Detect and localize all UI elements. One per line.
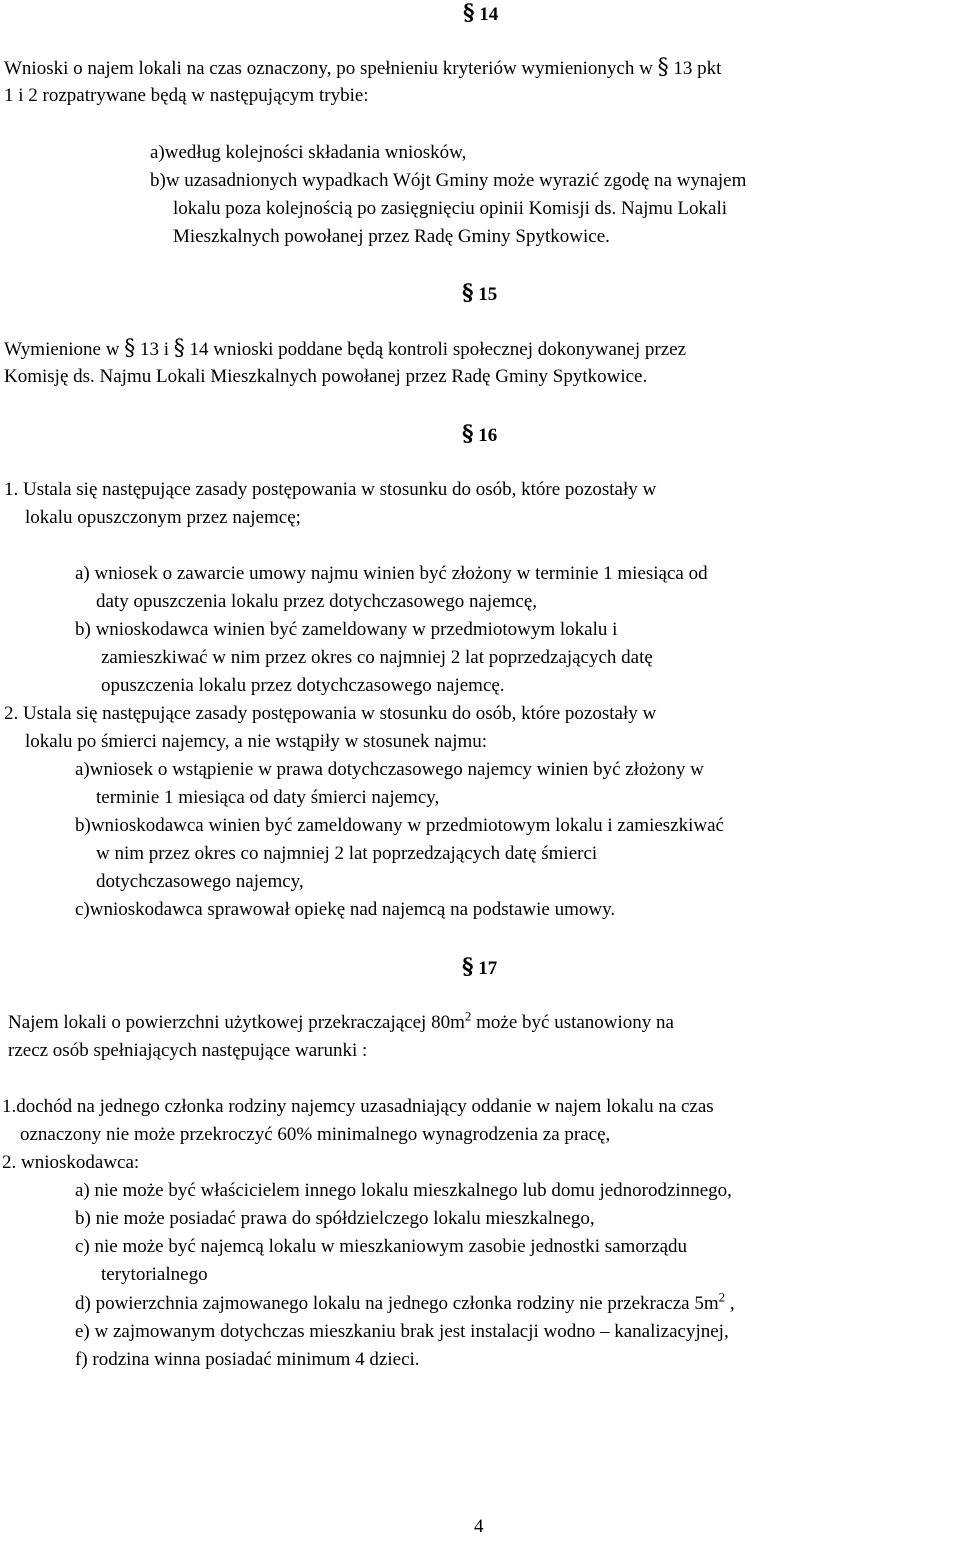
section-16-line: lokalu po śmierci najemcy, a nie wstąpiły w stosunek najmu:: [25, 731, 488, 752]
list-item: lokalu poza kolejnością po zasięgnięciu opinii Komisji ds. Najmu Lokali: [173, 198, 728, 219]
section-14-heading: § 14: [463, 0, 499, 26]
list-item: b)w uzasadnionych wypadkach Wójt Gminy może wyrazić zgodę na wynajem: [150, 170, 747, 191]
section-15-line-1: Wymienione w § 13 i § 14 wnioski poddane będą kontroli społecznej dokonywanej przez: [4, 336, 686, 361]
intro-line-1: Wnioski o najem lokali na czas oznaczony, po spełnieniu kryteriów wymienionych w § 13 pkt: [4, 55, 722, 80]
intro-line-2: 1 i 2 rozpatrywane będą w następującym trybie:: [4, 85, 369, 106]
section-symbol: §: [124, 336, 136, 361]
section-16-line: 1. Ustala się następujące zasady postępowania w stosunku do osób, które pozostały w: [4, 479, 657, 500]
section-17-line: 1.dochód na jednego członka rodziny najemcy uzasadniający oddanie w najem lokalu na czas: [2, 1096, 714, 1117]
section-16-heading: § 16: [462, 421, 498, 447]
section-17-line: terytorialnego: [101, 1264, 208, 1285]
section-16-line: terminie 1 miesiąca od daty śmierci najemcy,: [96, 787, 440, 808]
section-17-line: c) nie może być najemcą lokalu w mieszkaniowym zasobie jednostki samorządu: [75, 1236, 688, 1257]
section-17-line: f) rodzina winna posiadać minimum 4 dzieci.: [75, 1349, 420, 1370]
section-17-heading: § 17: [462, 954, 498, 980]
section-17-line: oznaczony nie może przekroczyć 60% minimalnego wynagrodzenia za pracę,: [20, 1124, 611, 1145]
section-symbol: §: [657, 55, 669, 80]
section-symbol: §: [462, 421, 474, 447]
list-item: a)według kolejności składania wniosków,: [150, 142, 467, 163]
section-16-line: w nim przez okres co najmniej 2 lat poprzedzających datę śmierci: [96, 843, 598, 864]
section-17-line: d) powierzchnia zajmowanego lokalu na jednego członka rodziny nie przekracza $5m^2$ ,: [75, 1289, 735, 1314]
section-symbol: §: [462, 954, 474, 980]
section-16-line: c)wnioskodawca sprawował opiekę nad najemcą na podstawie umowy.: [75, 899, 616, 920]
section-16-line: b)wnioskodawca winien być zameldowany w przedmiotowym lokalu i zamieszkiwać: [75, 815, 724, 836]
list-item: Mieszkalnych powołanej przez Radę Gminy Spytkowice.: [173, 226, 610, 247]
page-number: 4: [474, 1516, 484, 1537]
section-16-line: daty opuszczenia lokalu przez dotychczasowego najemcę,: [96, 591, 538, 612]
section-16-line: a) wniosek o zawarcie umowy najmu winien być złożony w terminie 1 miesiąca od: [75, 563, 708, 584]
section-15-heading: § 15: [462, 280, 498, 306]
section-16-line: 2. Ustala się następujące zasady postępowania w stosunku do osób, które pozostały w: [4, 703, 657, 724]
section-15-line-2: Komisję ds. Najmu Lokali Mieszkalnych powołanej przez Radę Gminy Spytkowice.: [4, 366, 648, 387]
section-17-intro-1: Najem lokali o powierzchni użytkowej przekraczającej $80m^2$ może być ustanowiony na: [8, 1008, 674, 1033]
section-symbol: §: [462, 280, 474, 306]
section-16-line: dotychczasowego najemcy,: [96, 871, 304, 892]
section-symbol: §: [173, 336, 185, 361]
section-16-line: lokalu opuszczonym przez najemcę;: [25, 507, 301, 528]
section-17-line: a) nie może być właścicielem innego lokalu mieszkalnego lub domu jednorodzinnego,: [75, 1180, 732, 1201]
section-17-line: b) nie może posiadać prawa do spółdzielczego lokalu mieszkalnego,: [75, 1208, 595, 1229]
section-16-line: a)wniosek o wstąpienie w prawa dotychczasowego najemcy winien być złożony w: [75, 759, 704, 780]
section-17-line: e) w zajmowanym dotychczas mieszkaniu brak jest instalacji wodno – kanalizacyjnej,: [75, 1321, 729, 1342]
section-16-line: zamieszkiwać w nim przez okres co najmniej 2 lat poprzedzających datę: [101, 647, 653, 668]
section-17-intro-2: rzecz osób spełniających następujące warunki :: [8, 1040, 368, 1061]
section-16-line: b) wnioskodawca winien być zameldowany w przedmiotowym lokalu i: [75, 619, 618, 640]
section-17-line: 2. wnioskodawca:: [2, 1152, 140, 1173]
section-symbol: §: [463, 0, 475, 26]
section-16-line: opuszczenia lokalu przez dotychczasowego najemcę.: [101, 675, 505, 696]
